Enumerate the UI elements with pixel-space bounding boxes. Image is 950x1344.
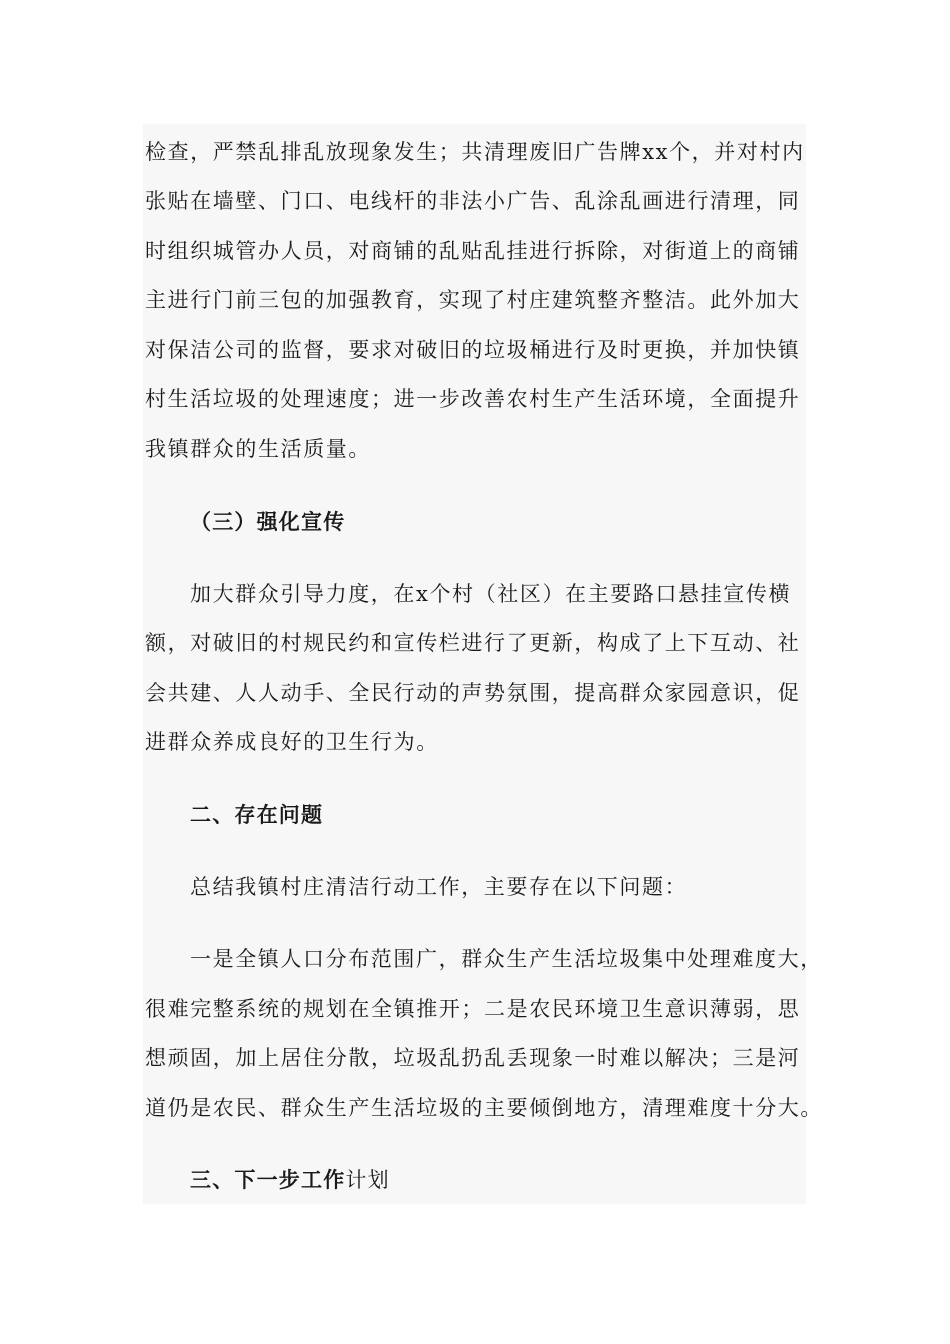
text-line: 道仍是农民、群众生产生活垃圾的主要倾倒地方，清理难度十分大。 [145, 1096, 823, 1120]
section-heading-problems: 二、存在问题 [190, 803, 324, 827]
text-line: 张贴在墙壁、门口、电线杆的非法小广告、乱涂乱画进行清理，同 [145, 189, 801, 213]
text-line: 进群众养成良好的卫生行为。 [145, 730, 439, 754]
section-heading-next-steps [190, 1165, 870, 1195]
heading-normal-part: 计划 [345, 1168, 390, 1192]
text-line: 很难完整系统的规划在全镇推开；二是农民环境卫生意识薄弱，思 [145, 997, 801, 1021]
text-line: 主进行门前三包的加强教育，实现了村庄建筑整齐整洁。此外加大 [145, 288, 801, 312]
text-line: 额，对破旧的村规民约和宣传栏进行了更新，构成了上下互动、社 [145, 631, 801, 655]
paragraph-problems-intro: 总结我镇村庄清洁行动工作，主要存在以下问题： [190, 875, 688, 899]
text-line: 检查，严禁乱排乱放现象发生；共清理废旧广告牌xx个，并对村内 [145, 140, 805, 164]
text-line: 想顽固，加上居住分散，垃圾乱扔乱丢现象一时难以解决；三是河 [145, 1046, 801, 1070]
text-line: 对保洁公司的监督，要求对破旧的垃圾桶进行及时更换，并加快镇 [145, 338, 801, 362]
text-line: 村生活垃圾的处理速度；进一步改善农村生产生活环境，全面提升 [145, 387, 801, 411]
text-line: 加大群众引导力度，在x个村（社区）在主要路口悬挂宣传横 [190, 582, 792, 606]
heading-bold-part: 三、下一步工作 [190, 1168, 346, 1192]
text-line: 我镇群众的生活质量。 [145, 437, 371, 461]
text-line: 会共建、人人动手、全民行动的声势氛围，提高群众家园意识，促 [145, 681, 801, 705]
section-heading-publicity: （三）强化宣传 [190, 510, 346, 534]
text-line: 一是全镇人口分布范围广，群众生产生活垃圾集中处理难度大， [190, 947, 823, 971]
text-line: 时组织城管办人员，对商铺的乱贴乱挂进行拆除，对街道上的商铺 [145, 239, 801, 263]
